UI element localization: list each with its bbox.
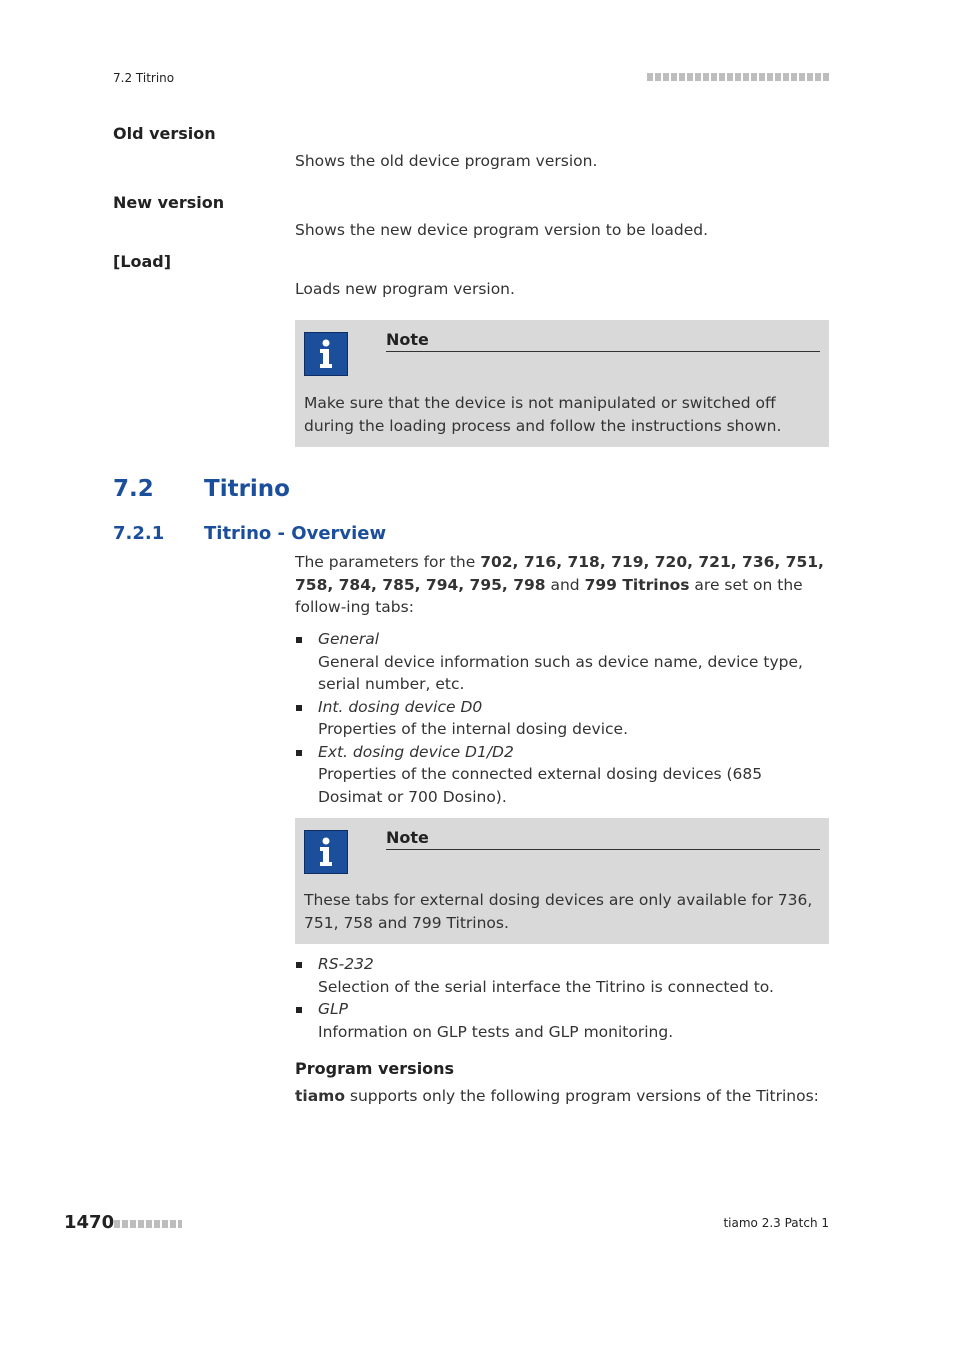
tab-description: Properties of the internal dosing device. — [318, 720, 629, 738]
term-old-version: Old version — [113, 124, 216, 143]
info-icon — [304, 830, 348, 874]
list-item — [295, 628, 831, 696]
section-number: 7.2 — [113, 476, 154, 502]
tab-description: Properties of the connected external dosing devices (685 Dosimat or 700 Dosino). — [318, 765, 763, 806]
subsection-title: Titrino - Overview — [204, 523, 387, 544]
note-box-2 — [295, 818, 829, 944]
tab-name: Int. dosing device D0 — [318, 697, 483, 716]
desc-old-version: Shows the old device program version. — [295, 152, 598, 170]
list-item — [295, 741, 831, 809]
tab-description: Information on GLP tests and GLP monitoring. — [318, 1022, 674, 1041]
intro-models: 702, 716, 718, 719, 720, 721, 736, 751, 758, 784, 785, 794, 795, 798 — [295, 553, 824, 594]
page-number: 1470 — [64, 1212, 115, 1233]
tab-description: Selection of the serial interface the Titrino is connected to. — [318, 977, 774, 996]
brand-name: tiamo — [295, 1087, 345, 1105]
tab-name: Ext. dosing device D1/D2 — [318, 742, 514, 761]
section-title: Titrino — [204, 476, 290, 502]
footer-dots-decoration — [114, 1220, 182, 1228]
list-item — [295, 696, 831, 741]
list-item — [295, 998, 831, 1043]
intro-text-1: The parameters for the — [295, 553, 481, 571]
program-versions-heading: Program versions — [295, 1059, 455, 1078]
program-versions-paragraph — [295, 1085, 831, 1108]
tab-name: General — [318, 630, 380, 648]
list-item — [295, 953, 831, 998]
note-title: Note — [386, 330, 820, 352]
subsection-number: 7.2.1 — [113, 523, 165, 544]
desc-load: Loads new program version. — [295, 280, 515, 298]
running-header: 7.2 Titrino — [113, 71, 175, 85]
tab-name: GLP — [318, 1000, 348, 1018]
note-text: Make sure that the device is not manipulated or switched off during the loading process and follow the instructions shown. — [304, 394, 782, 435]
note-box-1 — [295, 320, 829, 447]
tab-name: RS-232 — [318, 955, 374, 973]
tab-list — [295, 628, 831, 808]
note-text: These tabs for external dosing devices are only available for 736, 751, 758 and 799 Titrinos. — [304, 891, 813, 932]
intro-paragraph — [295, 551, 831, 619]
tab-list-2 — [295, 953, 831, 1043]
header-dots-decoration — [647, 73, 829, 81]
info-icon — [304, 332, 348, 376]
program-versions-text: supports only the following program versions of the Titrinos: — [344, 1087, 819, 1105]
term-load: [Load] — [113, 252, 172, 271]
note-title: Note — [386, 828, 820, 850]
product-name: tiamo 2.3 Patch 1 — [723, 1216, 829, 1230]
tab-description: General device information such as device name, device type, serial number, etc. — [318, 652, 803, 693]
term-new-version: New version — [113, 193, 225, 212]
intro-text-3: are set on the follow-ing tabs: — [295, 575, 803, 616]
intro-last-model: 799 Titrinos — [584, 575, 690, 594]
intro-text-2: and — [545, 575, 585, 594]
desc-new-version: Shows the new device program version to be loaded. — [295, 221, 708, 239]
